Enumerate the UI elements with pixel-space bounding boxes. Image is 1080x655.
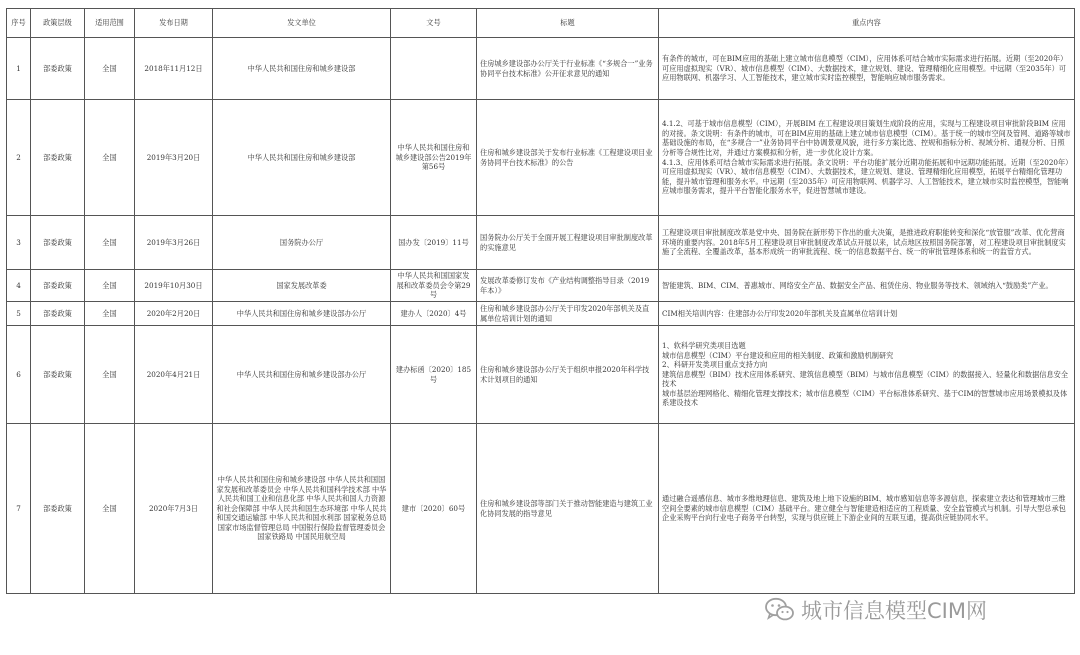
table-row bbox=[7, 424, 1075, 594]
table-row bbox=[7, 302, 1075, 326]
header-scope: 适用范围 bbox=[85, 9, 135, 38]
row-title: 住房和城乡建设部等部门关于推动智能建造与建筑工业化协同发展的指导意见 bbox=[477, 424, 659, 594]
row-date: 2019年3月20日 bbox=[135, 100, 213, 216]
row-title: 发展改革委修订发布《产业结构调整指导目录（2019年本）》 bbox=[477, 270, 659, 302]
row-scope: 全国 bbox=[85, 424, 135, 594]
row-date: 2020年7月3日 bbox=[135, 424, 213, 594]
content-paragraph: 工程建设项目审批制度改革是党中央、国务院在新形势下作出的重大决策，是推进政府职能转变和深化“放管服”改革、优化营商环境的重要内容。2018年5月工程建设项目审批制度改革试点开展以来，试点地区按照国务院部署，对工程建设项目审批制度实施了全流程、全覆盖改革，基本形成统一的审批流程、统一的信息数据平台、统一的审批管理体系和统一的监管方式。 bbox=[662, 228, 1066, 257]
row-level: 部委政策 bbox=[31, 38, 85, 100]
row-issuer: 中华人民共和国住房和城乡建设部办公厅 bbox=[213, 326, 391, 424]
content-paragraph: 城市信息模型（CIM）平台建设和应用的相关制度、政策和激励机制研究 bbox=[662, 350, 894, 360]
row-doc-no: 建办人〔2020〕4号 bbox=[391, 302, 477, 326]
row-scope: 全国 bbox=[85, 302, 135, 326]
row-number: 6 bbox=[7, 326, 31, 424]
header-issuer: 发文单位 bbox=[213, 9, 391, 38]
row-content bbox=[659, 326, 1075, 424]
row-doc-no: 建办标函〔2020〕185号 bbox=[391, 326, 477, 424]
watermark bbox=[765, 592, 987, 628]
header-level: 政策层级 bbox=[31, 9, 85, 38]
row-content bbox=[659, 216, 1075, 270]
row-title: 住房城乡建设部办公厅关于行业标准《“多规合一”业务协同平台技术标准》公开征求意见的通知 bbox=[477, 38, 659, 100]
row-level: 部委政策 bbox=[31, 216, 85, 270]
table-header-row bbox=[7, 9, 1075, 38]
row-content bbox=[659, 100, 1075, 216]
watermark-text: 城市信息模型CIM网 bbox=[801, 599, 987, 623]
row-title: 国务院办公厅关于全面开展工程建设项目审批制度改革的实施意见 bbox=[477, 216, 659, 270]
row-scope: 全国 bbox=[85, 100, 135, 216]
row-level: 部委政策 bbox=[31, 100, 85, 216]
header-content: 重点内容 bbox=[659, 9, 1075, 38]
row-date: 2019年3月26日 bbox=[135, 216, 213, 270]
row-title: 住房和城乡建设部办公厅关于印发2020年部机关及直属单位培训计划的通知 bbox=[477, 302, 659, 326]
row-scope: 全国 bbox=[85, 270, 135, 302]
content-paragraph: 建筑信息模型（BIM）技术应用体系研究、建筑信息模型（BIM）与城市信息模型（CIM）的数据接入、轻量化和数据信息安全技术 bbox=[662, 369, 1069, 389]
row-scope: 全国 bbox=[85, 216, 135, 270]
content-paragraph: 1、软科学研究类项目选题 bbox=[662, 340, 746, 350]
header-date: 发布日期 bbox=[135, 9, 213, 38]
content-paragraph: 4.1.3、应用体系可结合城市实际需求进行拓展。条文说明：平台功能扩展分近期功能拓展和中远期功能拓展。近期（至2020年）可应用虚拟现实（VR）、城市信息模型（CIM）、大数据技术，建立规划、建设、管理精细化应用模型，拓展平台精细化管理功能，提升城市管理和服务水平。中远期（至2035年）可应用物联网、机器学习、人工智能技术，建立城市实时监控模型，智能响应城市服务需求，提升平台智能化服务水平，促进智慧城市建设。 bbox=[662, 157, 1069, 196]
content-paragraph: 2、科研开发类项目重点支持方向 bbox=[662, 360, 768, 370]
row-doc-no: 中华人民共和国国家发展和改革委员会令第29号 bbox=[391, 270, 477, 302]
content-paragraph: CIM相关培训内容：住建部办公厅印发2020年部机关及直属单位培训计划 bbox=[662, 308, 898, 318]
row-doc-no: 中华人民共和国住房和城乡建设部公告2019年第56号 bbox=[391, 100, 477, 216]
header-title: 标题 bbox=[477, 9, 659, 38]
row-title: 住房和城乡建设部办公厅关于组织申报2020年科学技术计划项目的通知 bbox=[477, 326, 659, 424]
table-row bbox=[7, 326, 1075, 424]
header-doc-no: 文号 bbox=[391, 9, 477, 38]
table-row bbox=[7, 100, 1075, 216]
row-doc-no bbox=[391, 38, 477, 100]
row-scope: 全国 bbox=[85, 38, 135, 100]
content-paragraph: 城市基层治理网格化、精细化管理支撑技术；城市信息模型（CIM）平台标准体系研究、基于CIM的智慧城市应用场景模拟及体系建设技术 bbox=[662, 388, 1068, 408]
row-title: 住房和城乡建设部关于发布行业标准《工程建设项目业务协同平台技术标准》的公告 bbox=[477, 100, 659, 216]
content-paragraph: 智能建筑、BIM、CIM、普惠城市、网络安全产品、数据安全产品、租赁住房、物业服务等技术、领域纳入“鼓励类”产业。 bbox=[662, 280, 1053, 290]
row-issuer: 中华人民共和国住房和城乡建设部 中华人民共和国国家发展和改革委员会 中华人民共和国科学技术部 中华人民共和国工业和信息化部 中华人民共和国人力资源和社会保障部 中华人民共和国生态环境部 中华人民共和国交通运输部 中华人民共和国水利部 国家税务总局 国家市场监督管理总局 中国银行保险监督管理委员会 国家铁路局 中国民用航空局 bbox=[213, 424, 391, 594]
row-number: 7 bbox=[7, 424, 31, 594]
table-row bbox=[7, 38, 1075, 100]
row-scope: 全国 bbox=[85, 326, 135, 424]
row-doc-no: 建市〔2020〕60号 bbox=[391, 424, 477, 594]
table-row bbox=[7, 216, 1075, 270]
row-level: 部委政策 bbox=[31, 270, 85, 302]
row-number: 1 bbox=[7, 38, 31, 100]
content-paragraph: 4.1.2、可基于城市信息模型（CIM），开展BIM 在工程建设项目策划生成阶段的应用，实现与工程建设项目审批阶段BIM 应用的对接。条文说明：有条件的城市，可在BIM应用的基础上建立城市信息模型（CIM）。基于统一的城市空间及管网、道路等城市基础设施的布局，在“多规合一”业务协同平台中协调景观风貌，进行多方案比选、控规和指标分析、视域分析、通视分析、日照分析等合规性比对，并通过方案模拟和分析，进一步优化设计方案。 bbox=[662, 119, 1071, 157]
row-issuer: 国务院办公厅 bbox=[213, 216, 391, 270]
wechat-icon bbox=[765, 597, 795, 623]
row-content bbox=[659, 38, 1075, 100]
row-level: 部委政策 bbox=[31, 424, 85, 594]
row-issuer: 中华人民共和国住房和城乡建设部办公厅 bbox=[213, 302, 391, 326]
row-number: 3 bbox=[7, 216, 31, 270]
row-number: 4 bbox=[7, 270, 31, 302]
row-date: 2020年4月21日 bbox=[135, 326, 213, 424]
row-date: 2020年2月20日 bbox=[135, 302, 213, 326]
row-issuer: 中华人民共和国住房和城乡建设部 bbox=[213, 100, 391, 216]
row-number: 5 bbox=[7, 302, 31, 326]
row-content bbox=[659, 270, 1075, 302]
header-no: 序号 bbox=[7, 9, 31, 38]
content-paragraph: 通过融合遥感信息、城市多维地理信息、建筑及地上地下设施的BIM、城市感知信息等多源信息，探索建立表达和管理城市三维空间全要素的城市信息模型（CIM）基础平台。建立健全与智能建造相适应的工程质量、安全监管模式与机制。引导大型总承包企业采购平台向行业电子商务平台转型，实现与供应链上下游企业间的互联互通，提高供应链协同水平。 bbox=[662, 494, 1066, 523]
content-paragraph: 有条件的城市，可在BIM应用的基础上建立城市信息模型（CIM），应用体系可结合城市实际需求进行拓展。近期（至2020年）可应用虚拟现实（VR）、城市信息模型（CIM）、大数据技术，建立规划、建设、管理精细化应用模型。中远期（至2035年）可应用物联网、机器学习、人工智能技术，建立城市实时监控模型，智能响应城市服务需求。 bbox=[662, 54, 1068, 83]
row-doc-no: 国办发〔2019〕11号 bbox=[391, 216, 477, 270]
row-content bbox=[659, 424, 1075, 594]
row-level: 部委政策 bbox=[31, 326, 85, 424]
row-number: 2 bbox=[7, 100, 31, 216]
policy-table bbox=[6, 8, 1075, 594]
row-date: 2018年11月12日 bbox=[135, 38, 213, 100]
row-level: 部委政策 bbox=[31, 302, 85, 326]
row-issuer: 国家发展改革委 bbox=[213, 270, 391, 302]
table-row bbox=[7, 270, 1075, 302]
row-content bbox=[659, 302, 1075, 326]
row-date: 2019年10月30日 bbox=[135, 270, 213, 302]
row-issuer: 中华人民共和国住房和城乡建设部 bbox=[213, 38, 391, 100]
